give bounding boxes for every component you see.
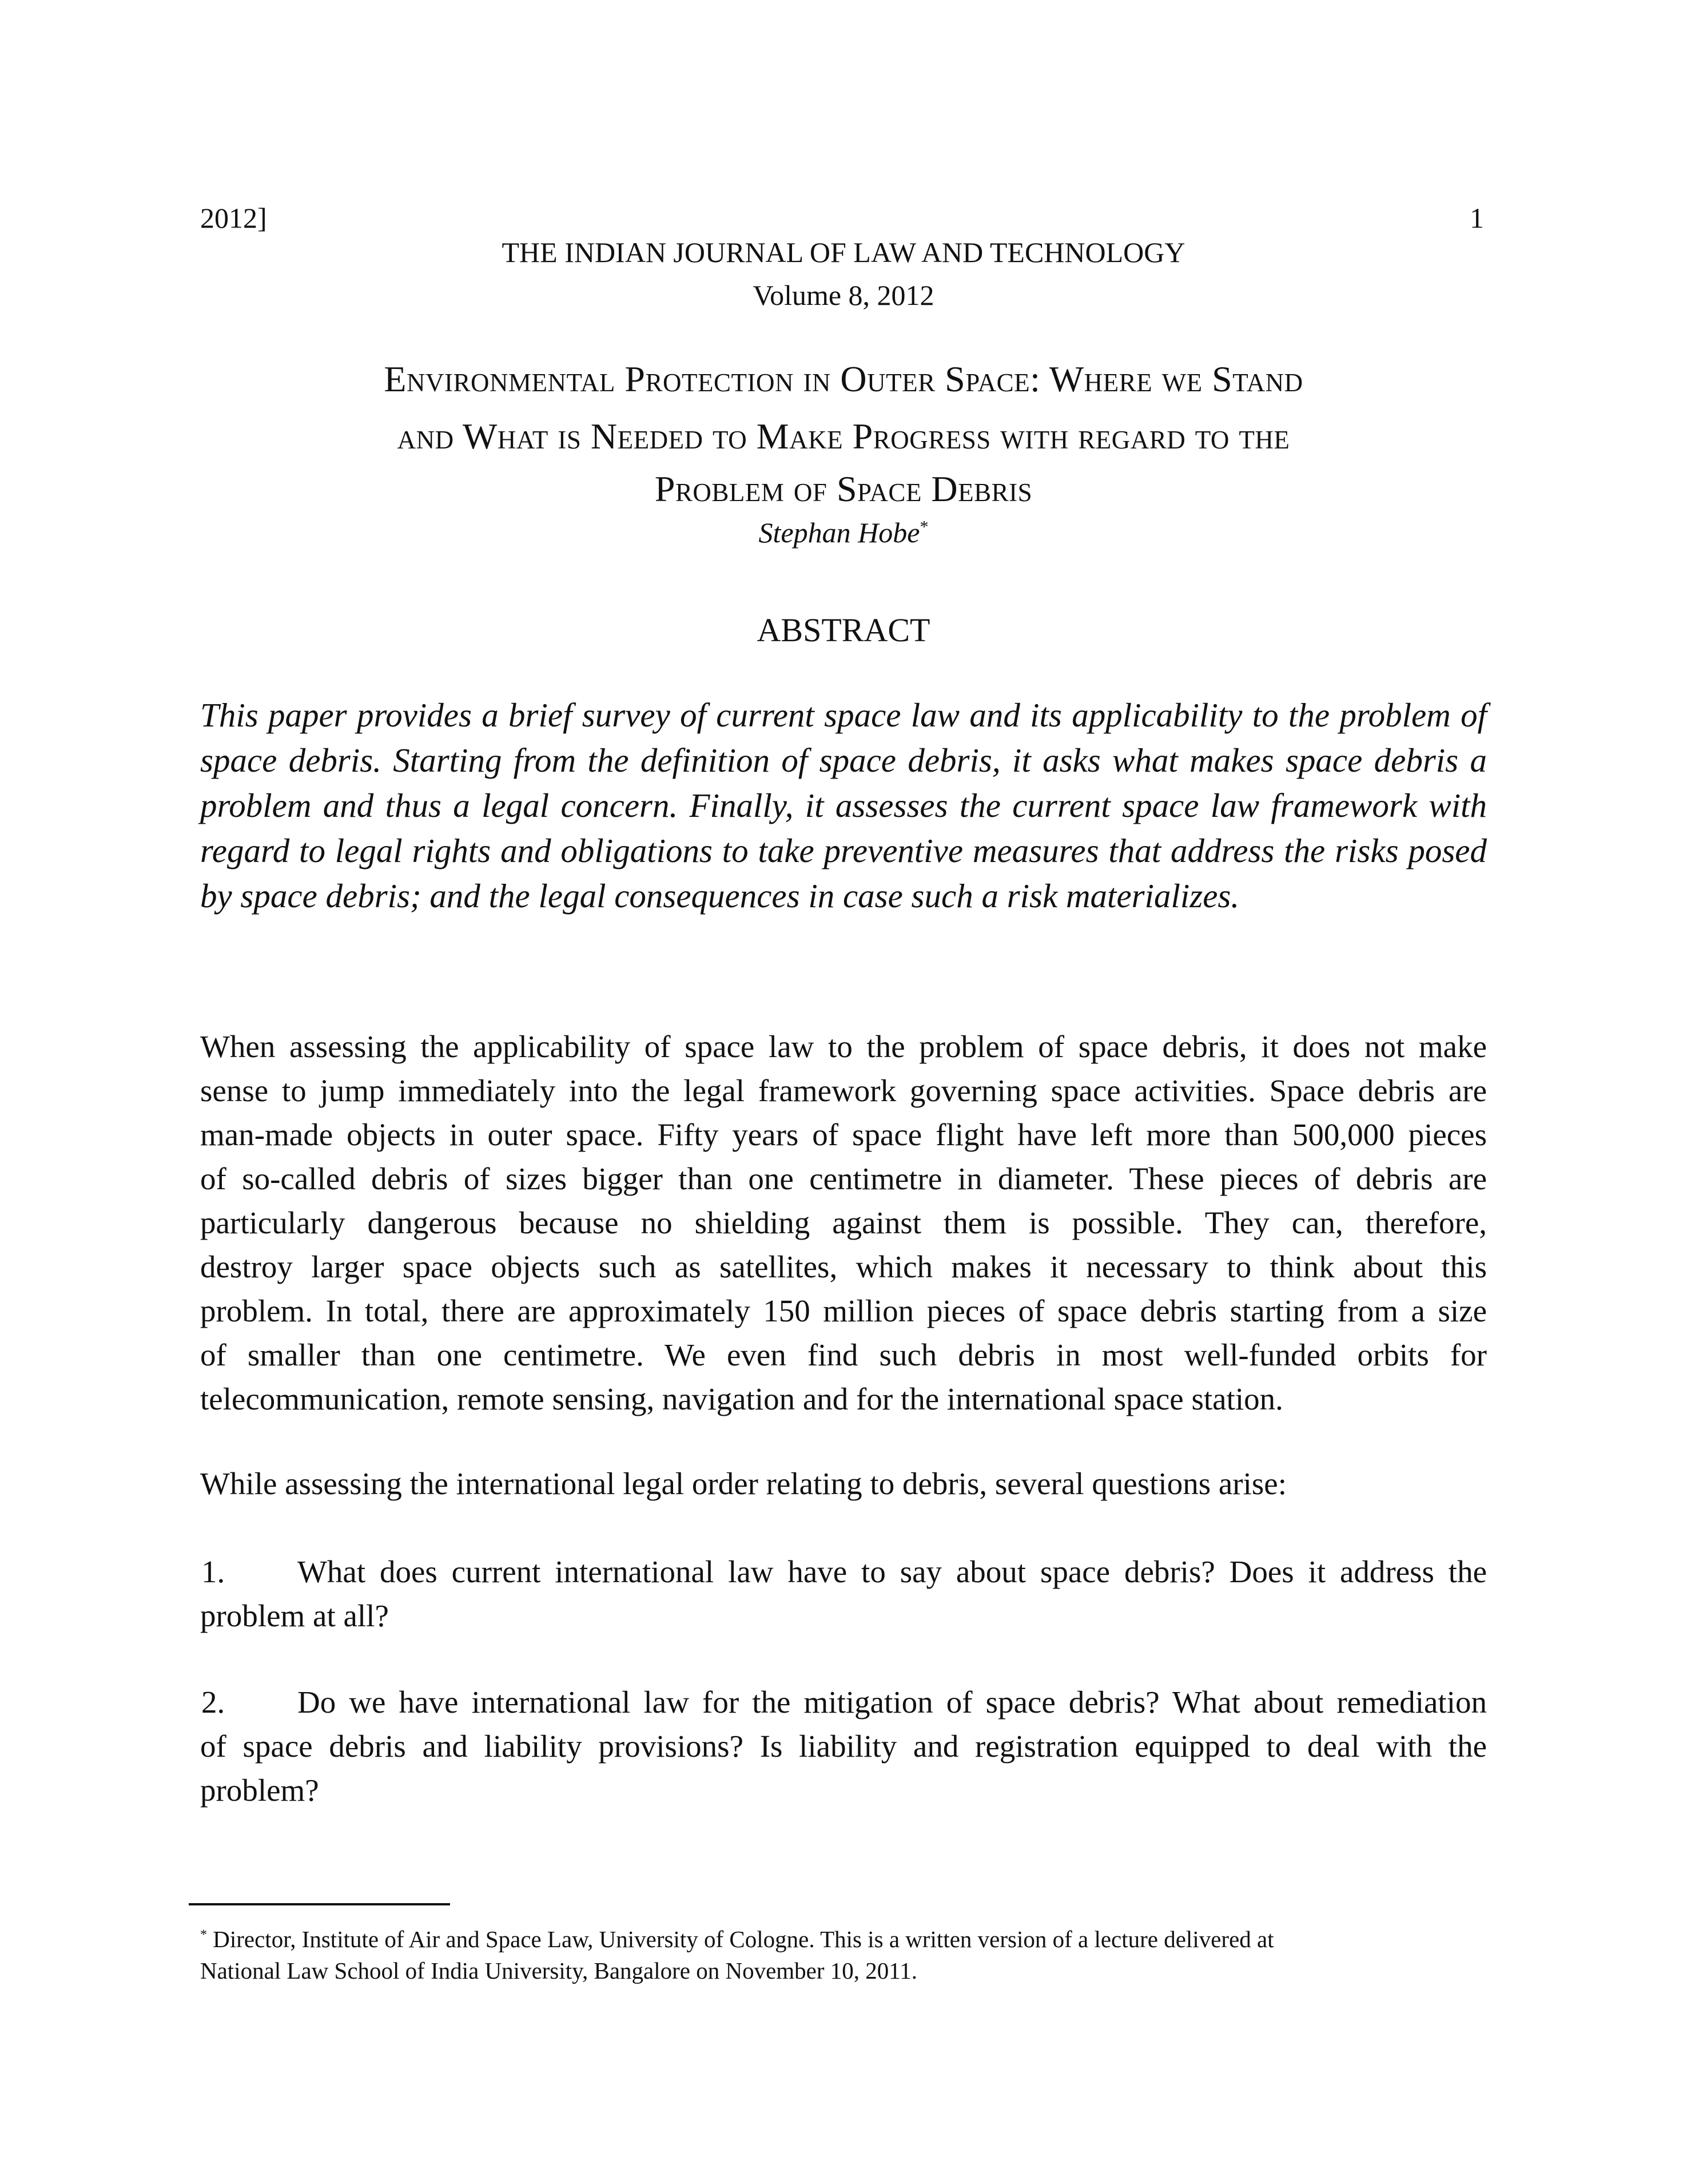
- article-title-line-3: Problem of Space Debris: [654, 468, 1033, 509]
- footnote-line: National Law School of India University, Bangalore on November 10, 2011.: [200, 1957, 918, 1984]
- body-line: When assessing the applicability of space law to the problem of space debris, it does not make: [200, 1029, 1487, 1064]
- page-number: 1: [1470, 202, 1484, 234]
- question-number: 1.: [201, 1554, 225, 1589]
- article-title-line-2: and What is Needed to Make Progress with regard to the: [397, 416, 1290, 456]
- abstract-line: space debris. Starting from the definition of space debris, it asks what makes space debris a: [200, 741, 1487, 779]
- footnote-separator: [189, 1903, 450, 1905]
- body-paragraph-intro-questions: While assessing the international legal order relating to debris, several questions arise:: [200, 1466, 1287, 1501]
- body-line: telecommunication, remote sensing, navigation and for the international space station.: [200, 1381, 1283, 1416]
- abstract-line: problem and thus a legal concern. Finally, it assesses the current space law framework with: [200, 787, 1487, 824]
- abstract-line: by space debris; and the legal consequences in case such a risk materializes.: [200, 877, 1240, 915]
- question-number: 2.: [201, 1685, 225, 1720]
- journal-name: THE INDIAN JOURNAL OF LAW AND TECHNOLOGY: [502, 236, 1185, 268]
- body-line: particularly dangerous because no shielding against them is possible. They can, therefore,: [200, 1205, 1487, 1240]
- footnote-text: Director, Institute of Air and Space Law, University of Cologne. This is a written version of a lecture delivered at: [207, 1926, 1274, 1952]
- author-name: Stephan Hobe: [758, 517, 920, 549]
- article-title-line-1: Environmental Protection in Outer Space: Where we Stand: [384, 359, 1303, 399]
- abstract-line: regard to legal rights and obligations to take preventive measures that address the risks posed: [200, 832, 1487, 869]
- body-line: sense to jump immediately into the legal framework governing space activities. Space debris are: [200, 1073, 1487, 1108]
- question-line: Do we have international law for the mitigation of space debris? What about remediation: [297, 1685, 1487, 1720]
- footnote-line: [200, 1925, 1274, 1953]
- question-line: problem at all?: [200, 1598, 389, 1633]
- question-line: problem?: [200, 1773, 319, 1808]
- body-line: man-made objects in outer space. Fifty years of space flight have left more than 500,000 pieces: [200, 1117, 1487, 1152]
- journal-volume: Volume 8, 2012: [753, 279, 934, 311]
- author-byline: [200, 516, 1487, 549]
- abstract-heading: ABSTRACT: [757, 611, 930, 649]
- question-line: What does current international law have to say about space debris? Does it address the: [297, 1554, 1487, 1589]
- abstract-line: This paper provides a brief survey of current space law and its applicability to the problem of: [200, 696, 1487, 734]
- body-line: problem. In total, there are approximately 150 million pieces of space debris starting from a size: [200, 1293, 1487, 1328]
- author-footnote-mark[interactable]: *: [920, 517, 929, 537]
- question-line: of space debris and liability provisions? Is liability and registration equipped to deal with the: [200, 1729, 1487, 1764]
- body-line: of smaller than one centimetre. We even find such debris in most well-funded orbits for: [200, 1337, 1487, 1372]
- body-line: destroy larger space objects such as satellites, which makes it necessary to think about this: [200, 1249, 1487, 1284]
- body-line: of so-called debris of sizes bigger than one centimetre in diameter. These pieces of debris are: [200, 1161, 1487, 1196]
- running-header-year: 2012]: [200, 202, 267, 234]
- footnote-mark: *: [200, 1927, 207, 1943]
